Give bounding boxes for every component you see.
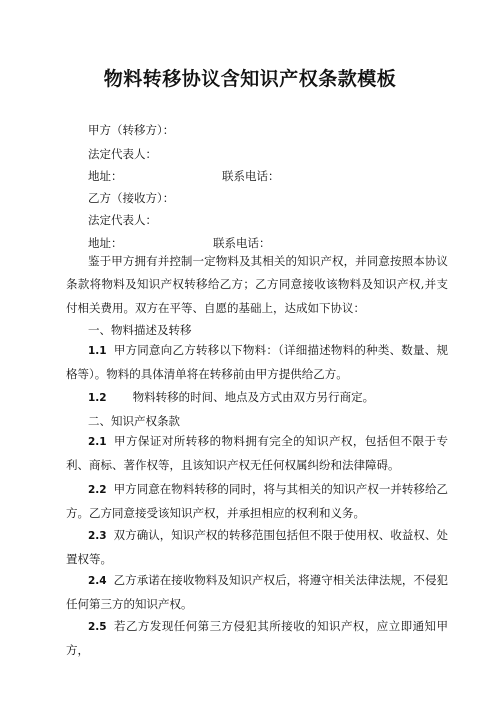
document-title: 物料转移协议含知识产权条款模板 — [103, 68, 397, 90]
clause-number: 1.2 — [88, 392, 107, 404]
party-b-phone: 联系电话： — [213, 236, 271, 250]
section-2-heading: 二、知识产权条款 — [88, 414, 180, 428]
party-b-label: 乙方（接收方）： — [88, 191, 175, 205]
clause-1-2 — [66, 386, 448, 410]
clause-text: 甲方保证对所转移的物料拥有完全的知识产权，包括但不限于专利、商标、著作权等，且该知识产权无任何权属纠纷和法律障碍。 — [66, 434, 448, 473]
party-b-address: 地址： — [88, 236, 123, 250]
party-a-address: 地址： — [88, 169, 123, 183]
clause-number: 2.2 — [88, 484, 107, 496]
clause-text: 甲方同意向乙方转移以下物料：（详细描述物料的种类、数量、规格等）。物料的具体清单将在转移前由甲方提供给乙方。 — [66, 343, 448, 382]
party-b-representative: 法定代表人： — [88, 213, 157, 227]
clause-2-1 — [66, 430, 448, 478]
party-a-label: 甲方（转移方）： — [88, 123, 175, 137]
section-1-heading: 一、物料描述及转移 — [88, 323, 192, 337]
intro-paragraph: 鉴于甲方拥有并控制一定物料及其相关的知识产权，并同意按照本协议条款将物料及知识产权转移给乙方；乙方同意接收该物料及知识产权,并支付相关费用。双方在平等、自愿的基础上，达成如下协议： — [66, 254, 448, 315]
clause-number: 2.3 — [88, 530, 107, 542]
clause-1-1 — [66, 339, 448, 387]
clause-number: 2.1 — [88, 436, 107, 448]
clause-2-2 — [66, 478, 448, 526]
clause-text: 双方确认，知识产权的转移范围包括但不限于使用权、收益权、处置权等。 — [66, 528, 448, 567]
clause-2-4 — [66, 569, 448, 617]
clause-number: 2.5 — [88, 621, 107, 633]
party-a-phone: 联系电话： — [222, 169, 280, 183]
clause-2-3 — [66, 524, 448, 572]
clause-text: 物料转移的时间、地点及方式由双方另行商定。 — [132, 390, 375, 404]
clause-text: 甲方同意在物料转移的同时，将与其相关的知识产权一并转移给乙方。乙方同意接受该知识产权，并承担相应的权利和义务。 — [66, 482, 448, 521]
clause-number: 1.1 — [88, 345, 107, 357]
clause-text: 若乙方发现任何第三方侵犯其所接收的知识产权，应立即通知甲方， — [66, 619, 448, 658]
party-a-representative: 法定代表人： — [88, 147, 157, 161]
clause-number: 2.4 — [88, 575, 107, 587]
clause-text: 乙方承诺在接收物料及知识产权后，将遵守相关法律法规，不侵犯任何第三方的知识产权。 — [66, 573, 448, 612]
clause-2-5 — [66, 615, 448, 663]
